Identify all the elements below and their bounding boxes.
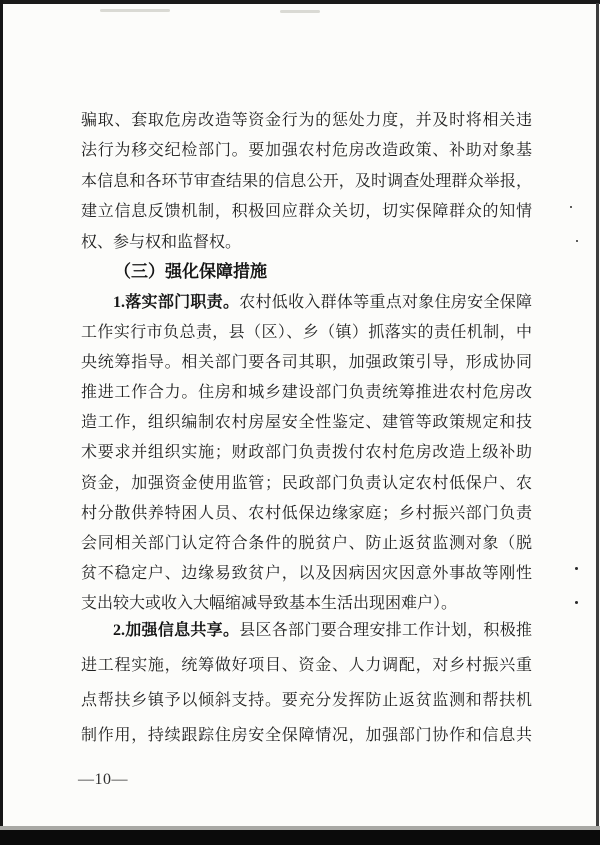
text-line: 造工作，组织编制农村房屋安全性鉴定、建管等政策规定和技: [81, 414, 532, 432]
scan-smudge: [280, 10, 320, 13]
text-line: 点帮扶乡镇予以倾斜支持。要充分发挥防止返贫监测和帮扶机: [81, 692, 532, 709]
text-line: 资金，加强资金使用监管；民政部门负责认定农村低保户、农: [81, 474, 532, 492]
scan-speck: [575, 601, 578, 604]
section-heading: （三）强化保障措施: [114, 262, 267, 281]
page-number: —10—: [78, 771, 128, 788]
text-line: 术要求并组织实施；财政部门负责拨付农村危房改造上级补助: [81, 444, 532, 462]
text-line: 制作用，持续跟踪住房安全保障情况，加强部门协作和信息共: [81, 727, 532, 744]
scan-smudge: [100, 9, 170, 12]
text-line: 支出较大或收入大幅缩减导致基本生活出现困难户）。: [81, 594, 458, 612]
text-line: 央统筹指导。相关部门要各司其职，加强政策引导，形成协同: [81, 354, 532, 372]
scan-edge-right: [596, 3, 599, 830]
text-line: [81, 613, 532, 648]
text-line: 工作实行市负总责，县（区）、乡（镇）抓落实的责任机制，中: [81, 324, 532, 342]
text-line: 贫不稳定户、边缘易致贫户，以及因病因灾因意外事故等刚性: [81, 564, 532, 582]
text-line: 本信息和各环节审查结果的信息公开，及时调查处理群众举报，: [81, 172, 532, 190]
continued-paragraph: [81, 106, 532, 258]
scan-speck: [570, 206, 572, 208]
text-line: 村分散供养特困人员、农村低保边缘家庭；乡村振兴部门负责: [81, 504, 532, 522]
text-line: 骗取、套取危房改造等资金行为的惩处力度，并及时将相关违: [81, 112, 532, 129]
text-line: [81, 288, 532, 318]
paragraph-1: [81, 288, 532, 619]
numbered-lead: 2.加强信息共享。: [113, 622, 240, 639]
paragraph-2: [81, 613, 532, 753]
text-line: 会同相关部门认定符合条件的脱贫户、防止返贫监测对象（脱: [81, 534, 532, 552]
text-run: 县区各部门要合理安排工作计划，积极推: [239, 622, 532, 639]
scan-speck: [576, 240, 578, 242]
text-run: 农村低收入群体等重点对象住房安全保障: [239, 294, 532, 311]
numbered-lead: 1.落实部门职责。: [113, 294, 240, 311]
text-line: 推进工作合力。住房和城乡建设部门负责统筹推进农村危房改: [81, 384, 532, 402]
text-line: 进工程实施，统筹做好项目、资金、人力调配，对乡村振兴重: [81, 657, 532, 674]
scan-edge-bottom: [0, 830, 600, 845]
text-line: 法行为移交纪检部门。要加强农村危房改造政策、补助对象基: [81, 142, 532, 160]
text-line: 权、参与权和监督权。: [81, 233, 242, 251]
scan-edge-top: [0, 0, 600, 4]
text-line: 建立信息反馈机制，积极回应群众关切，切实保障群众的知情: [81, 203, 532, 221]
scan-speck: [575, 567, 578, 570]
scan-edge-left: [0, 0, 3, 830]
